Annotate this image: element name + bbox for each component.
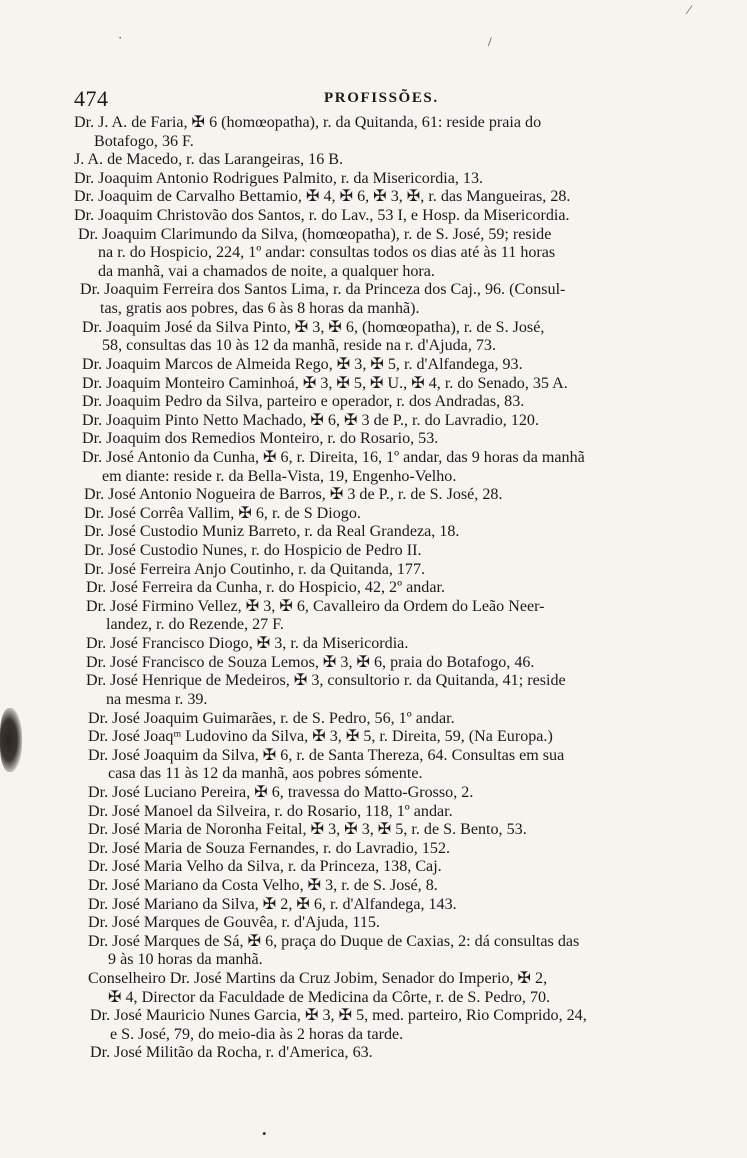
- directory-entry: [0, 151, 747, 170]
- directory-entry: [0, 710, 747, 729]
- entry-first-line: Dr. Joaquim Pedro da Silva, parteiro e operador, r. dos Andradas, 83.: [82, 393, 525, 411]
- directory-entry: [0, 914, 747, 933]
- directory-entry: [0, 449, 747, 486]
- directory-entry: [0, 672, 747, 709]
- directory-entry: [0, 858, 747, 877]
- directory-entry: [0, 803, 747, 822]
- entry-first-line: Dr. José Maria de Souza Fernandes, r. do Lavradio, 152.: [88, 839, 451, 857]
- directory-entry: [0, 728, 747, 747]
- directory-entry: [0, 970, 747, 1007]
- directory-entry: [0, 635, 747, 654]
- directory-entry: [0, 579, 747, 598]
- directory-entry: [0, 375, 747, 394]
- entry-first-line: Dr. José Francisco Diogo, ✠ 3, r. da Misericordia.: [86, 635, 409, 653]
- entry-continuation-line: 58, consultas das 10 às 12 da manhã, reside na r. d'Ajuda, 73.: [102, 337, 496, 355]
- entry-first-line: Dr. Joaquim Pinto Netto Machado, ✠ 6, ✠ 3 de P., r. do Lavradio, 120.: [82, 411, 539, 429]
- directory-entry: [0, 170, 747, 189]
- entry-continuation-line: na mesma r. 39.: [106, 690, 208, 708]
- entry-first-line: Dr. José Joaquim Guimarães, r. de S. Pedro, 56, 1º andar.: [88, 709, 455, 727]
- directory-entry: [0, 412, 747, 431]
- directory-entry: [0, 561, 747, 580]
- entry-continuation-line: landez, r. do Rezende, 27 F.: [106, 616, 284, 634]
- entry-first-line: Dr. José Mariano da Costa Velho, ✠ 3, r. de S. José, 8.: [88, 876, 438, 894]
- directory-entry: [0, 840, 747, 859]
- directory-entry: [0, 1007, 747, 1044]
- directory-entry: [0, 188, 747, 207]
- entry-first-line: Dr. José Firmino Vellez, ✠ 3, ✠ 6, Cavalleiro da Ordem do Leão Neer-: [86, 597, 545, 615]
- entry-first-line: Dr. J. A. de Faria, ✠ 6 (homœopatha), r. da Quitanda, 61: reside praia do: [74, 114, 542, 131]
- directory-entry: [0, 877, 747, 896]
- directory-entry: [0, 747, 747, 784]
- entry-first-line: Conselheiro Dr. José Martins da Cruz Jobim, Senador do Imperio, ✠ 2,: [88, 970, 548, 988]
- entry-first-line: Dr. José Ferreira Anjo Coutinho, r. da Quitanda, 177.: [84, 560, 426, 578]
- entry-first-line: Dr. José Maria Velho da Silva, r. da Princeza, 138, Caj.: [88, 858, 442, 876]
- entry-first-line: Dr. Joaquim Clarimundo da Silva, (homœopatha), r. de S. José, 59; reside: [78, 225, 552, 243]
- page-number: 474: [74, 86, 109, 111]
- entry-first-line: Dr. José Mariano da Silva, ✠ 2, ✠ 6, r. d'Alfandega, 143.: [88, 895, 457, 913]
- directory-entry: [0, 523, 747, 542]
- entry-first-line: Dr. José Marques de Sá, ✠ 6, praça do Duque de Caxias, 2: dá consultas das: [88, 932, 580, 950]
- entry-first-line: Dr. Joaquim Monteiro Caminhoá, ✠ 3, ✠ 5, ✠ U., ✠ 4, r. do Senado, 35 A.: [82, 374, 568, 392]
- entry-first-line: Dr. José Maria de Noronha Feital, ✠ 3, ✠ 3, ✠ 5, r. de S. Bento, 53.: [88, 821, 527, 839]
- entry-first-line: Dr. Joaquim dos Remedios Monteiro, r. do Rosario, 53.: [82, 430, 439, 448]
- directory-entry: [0, 226, 747, 282]
- entry-first-line: Dr. José Corrêa Vallim, ✠ 6, r. de S Diogo.: [84, 504, 361, 522]
- directory-entry: [0, 430, 747, 449]
- running-head: PROFISSÕES.: [324, 90, 439, 106]
- directory-entries: [0, 114, 747, 1063]
- scan-speck: •: [262, 1126, 267, 1141]
- entry-first-line: Dr. José Mauricio Nunes Garcia, ✠ 3, ✠ 5, med. parteiro, Rio Comprido, 24,: [90, 1007, 587, 1025]
- directory-entry: [0, 356, 747, 375]
- entry-first-line: Dr. José Manoel da Silveira, r. do Rosario, 118, 1º andar.: [88, 802, 453, 820]
- scan-speck: ·: [118, 30, 123, 45]
- entry-continuation-line: e S. José, 79, do meio-dia às 2 horas da tarde.: [110, 1025, 404, 1043]
- directory-entry: [0, 933, 747, 970]
- entry-first-line: Dr. José Custodio Nunes, r. do Hospicio de Pedro II.: [84, 542, 422, 560]
- entry-first-line: Dr. José Ferreira da Cunha, r. do Hospicio, 42, 2º andar.: [86, 579, 445, 597]
- entry-continuation-line: na r. do Hospicio, 224, 1º andar: consultas todos os dias até às 11 horas: [98, 244, 556, 262]
- entry-continuation-line: tas, gratis aos pobres, das 6 às 8 horas da manhã).: [100, 300, 420, 318]
- entry-continuation-line: da manhã, vai a chamados de noite, a qualquer hora.: [98, 262, 435, 280]
- directory-entry: [0, 505, 747, 524]
- entry-continuation-line: casa das 11 às 12 da manhã, aos pobres sómente.: [108, 765, 423, 783]
- entry-first-line: Dr. José Joaquim da Silva, ✠ 6, r. de Santa Thereza, 64. Consultas em sua: [88, 746, 565, 764]
- scan-speck: ⁄: [688, 2, 691, 17]
- entry-first-line: Dr. Joaquim Christovão dos Santos, r. do Lav., 53 I, e Hosp. da Misericordia.: [74, 207, 570, 225]
- entry-first-line: Dr. José Francisco de Souza Lemos, ✠ 3, ✠ 6, praia do Botafogo, 46.: [86, 653, 535, 671]
- entry-first-line: Dr. José Antonio Nogueira de Barros, ✠ 3 de P., r. de S. José, 28.: [84, 486, 503, 504]
- scan-speck: /: [488, 34, 492, 49]
- entry-continuation-line: Botafogo, 36 F.: [94, 132, 194, 150]
- entry-first-line: Dr. José Joaqᵐ Ludovino da Silva, ✠ 3, ✠ 5, r. Direita, 59, (Na Europa.): [88, 728, 553, 746]
- directory-entry: [0, 319, 747, 356]
- directory-entry: [0, 821, 747, 840]
- page-header: [74, 86, 674, 110]
- directory-entry: [0, 393, 747, 412]
- entry-first-line: Dr. José Marques de Gouvêa, r. d'Ajuda, 115.: [88, 914, 380, 932]
- directory-entry: [0, 654, 747, 673]
- entry-continuation-line: ✠ 4, Director da Faculdade de Medicina da Côrte, r. de S. Pedro, 70.: [108, 988, 551, 1006]
- directory-entry: [0, 542, 747, 561]
- entry-first-line: Dr. Joaquim José da Silva Pinto, ✠ 3, ✠ 6, (homœopatha), r. de S. José,: [82, 318, 545, 336]
- entry-first-line: Dr. José Henrique de Medeiros, ✠ 3, consultorio r. da Quitanda, 41; reside: [86, 672, 566, 690]
- directory-entry: [0, 486, 747, 505]
- directory-entry: [0, 598, 747, 635]
- entry-first-line: Dr. José Antonio da Cunha, ✠ 6, r. Direita, 16, 1º andar, das 9 horas da manhã: [82, 448, 585, 466]
- entry-first-line: Dr. Joaquim de Carvalho Bettamio, ✠ 4, ✠ 6, ✠ 3, ✠, r. das Mangueiras, 28.: [74, 188, 571, 206]
- directory-entry: [0, 1044, 747, 1063]
- directory-entry: [0, 114, 747, 151]
- directory-entry: [0, 207, 747, 226]
- directory-entry: [0, 896, 747, 915]
- entry-first-line: Dr. José Custodio Muniz Barreto, r. da Real Grandeza, 18.: [84, 523, 460, 541]
- entry-first-line: J. A. de Macedo, r. das Larangeiras, 16 B.: [74, 151, 344, 169]
- entry-first-line: Dr. Joaquim Marcos de Almeida Rego, ✠ 3, ✠ 5, r. d'Alfandega, 93.: [82, 355, 523, 373]
- directory-entry: [0, 281, 747, 318]
- entry-continuation-line: 9 às 10 horas da manhã.: [108, 951, 263, 969]
- entry-first-line: Dr. Joaquim Antonio Rodrigues Palmito, r. da Misericordia, 13.: [74, 169, 484, 187]
- entry-first-line: Dr. José Luciano Pereira, ✠ 6, travessa do Matto-Grosso, 2.: [88, 783, 474, 801]
- entry-continuation-line: em diante: reside r. da Bella-Vista, 19, Engenho-Velho.: [102, 467, 457, 485]
- entry-first-line: Dr. José Militão da Rocha, r. d'America, 63.: [90, 1044, 373, 1062]
- entry-first-line: Dr. Joaquim Ferreira dos Santos Lima, r. da Princeza dos Caj., 96. (Consul-: [80, 281, 566, 299]
- directory-entry: [0, 784, 747, 803]
